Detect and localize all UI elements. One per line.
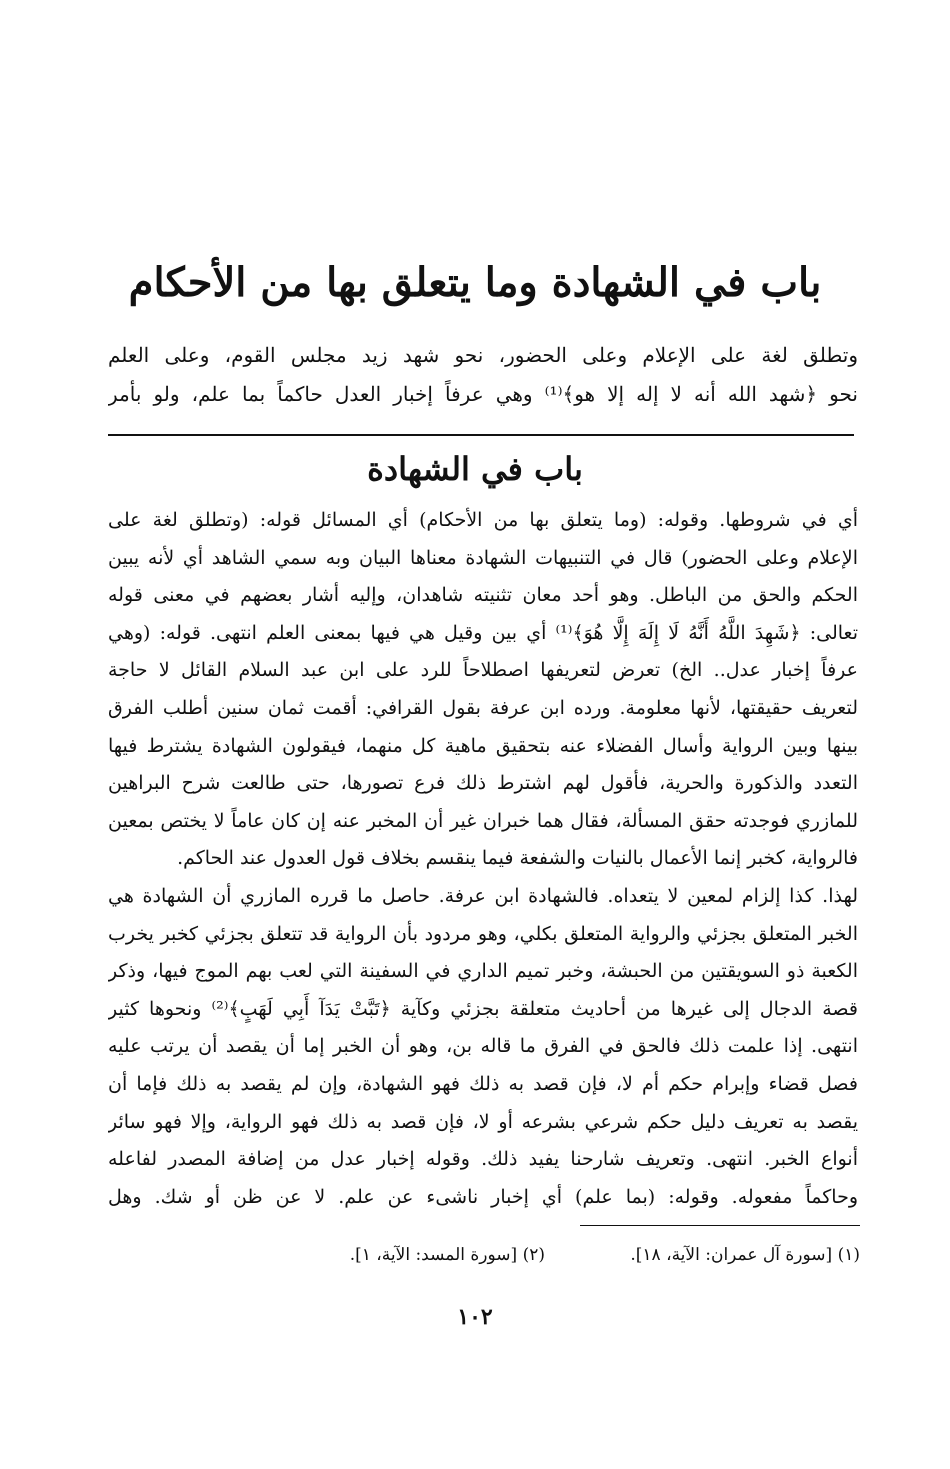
chapter-title: باب في الشهادة وما يتعلق بها من الأحكام	[128, 259, 822, 306]
commentary-line: فالرواية، كخبر إنما الأعمال بالنيات والشفعة فيما ينقسم بخلاف قول العدول عند الحاكم.	[177, 847, 858, 870]
commentary-line: قصة الدجال إلى غيرها من أحاديث متعلقة بجزئي وكآية ﴿تَبَّتْ يَدَآ أَبِي لَهَبٍ﴾⁽²⁾ ونحوها كثير	[108, 997, 858, 1020]
commentary-line: بينها وبين الرواية وأسال الفضلاء عنه بتحقيق ماهية كل منهما، فيقولون الشهادة يشترط فيها	[108, 734, 858, 757]
footnotes	[200, 1240, 860, 1270]
commentary-line: الكعبة ذو السويقتين من الحبشة، وخبر تميم الداري في السفينة التي لعب بهم الموج فيها، وذكر	[108, 960, 858, 983]
matn-line: وتطلق لغة على الإعلام وعلى الحضور، نحو شهد زيد مجلس القوم، وعلى العلم	[108, 343, 858, 367]
footnote-separator	[580, 1225, 860, 1226]
section-title: باب في الشهادة	[367, 450, 583, 488]
commentary-line: لهذا. كذا إلزام لمعين لا يتعداه. فالشهادة ابن عرفة. حاصل ما قرره المازري أن الشهادة هي	[108, 884, 858, 907]
commentary-line: تعالى: ﴿شَهِدَ اللَّهُ أَنَّهُ لَا إِلَهَ إِلَّا هُوَ﴾⁽¹⁾ أي بين وقيل هي فيها بمعنى العلم انتهى. قوله: (وهي	[108, 621, 858, 644]
commentary-line: وحاكماً مفعوله. وقوله: (بما علم) أي إخبار ناشىء عن علم. لا عن ظن أو شك. وهل	[108, 1185, 858, 1208]
commentary-line: أي في شروطها. وقوله: (وما يتعلق بها من الأحكام) أي المسائل قوله: (وتطلق لغة على	[108, 509, 858, 531]
commentary-line: أنواع الخبر. انتهى. وتعريف شارحنا يفيد ذلك. وقوله إخبار عدل من إضافة المصدر لفاعله	[108, 1148, 858, 1171]
separator-rule	[108, 434, 854, 436]
footnote-2: (٢) [سورة المسد: الآية، ١].	[349, 1245, 545, 1265]
commentary-text	[108, 502, 858, 1216]
commentary-line: انتهى. إذا علمت ذلك فالحق في الفرق ما قاله بن، وهو أن الخبر إما أن يقصد أن يرتب عليه	[108, 1035, 858, 1058]
commentary-line: التعدد والذكورة والحرية، فأقول لهم اشترط ذلك فرع تصورها، حتى طالعت شرح البراهين	[108, 772, 858, 795]
commentary-line: يقصد به تعريف دليل حكم شرعي بشرعه أو لا، فإن قصد به ذلك فهو الرواية، وإلا فهو سائر	[108, 1110, 858, 1133]
commentary-line: الإعلام وعلى الحضور) قال في التنبيهات الشهادة معناها البيان وبه سمي الشاهد أي لأنه يبين	[108, 546, 858, 569]
matn-line: نحو ﴿شهد الله أنه لا إله إلا هو﴾⁽¹⁾ وهي عرفاً إخبار العدل حاكماً بما علم، ولو بأمر	[108, 382, 858, 406]
footnote-1: (١) [سورة آل عمران: الآية، ١٨].	[630, 1245, 860, 1265]
commentary-line: الحكم والحق من الباطل. وهو أحد معان تثنيته شاهدان، وإليه أشار بعضهم في معنى قوله	[108, 584, 858, 607]
commentary-line: لتعريف حقيقتها، لأنها معلومة. ورده ابن عرفة بقول القرافي: أقمت ثمان سنين أطلب الفرق	[108, 696, 858, 719]
matn-text	[108, 336, 858, 414]
page-number: ١٠٢	[457, 1304, 493, 1330]
commentary-line: الخبر المتعلق بجزئي والرواية المتعلق بكلي، وهو مردود بأن الرواية قد تتعلق بجزئي كخبر يخرب	[108, 922, 858, 945]
commentary-line: للمازري فوجدته حقق المسألة، فقال هما خبران غير أن المخبر عنه إن كان عاماً لا يختص بمعين	[108, 809, 858, 832]
commentary-line: فصل قضاء وإبرام حكم أم لا، فإن قصد به ذلك فهو الشهادة، وإن لم يقصد به ذلك فإما أن	[108, 1072, 858, 1095]
commentary-line: عرفاً إخبار عدل.. الخ) تعرض لتعريفها اصطلاحاً للرد على ابن عبد السلام القائل لا حاجة	[108, 659, 858, 682]
